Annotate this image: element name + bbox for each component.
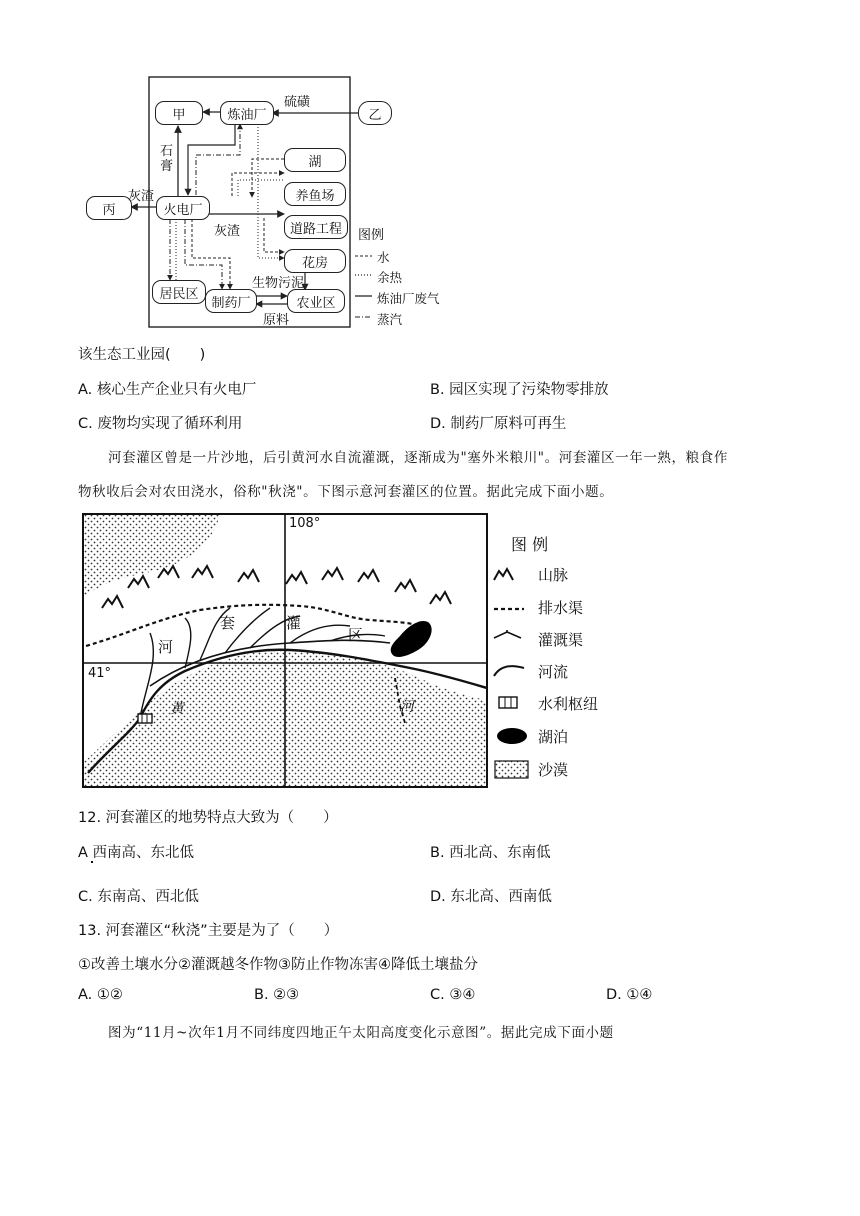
map-legend-river: 河流 xyxy=(538,663,569,681)
next-figure-intro: 图为“11月~次年1月不同纬度四地正午太阳高度变化示意图”。据此完成下面小题 xyxy=(108,1025,614,1041)
passage-line-1: 河套灌区曾是一片沙地，后引黄河水自流灌溉，逐渐成为"塞外米粮川"。河套灌区一年一熟，粮食作 xyxy=(108,450,728,466)
q12-option-a: A 西南高、东北低 xyxy=(78,845,195,861)
node-flower-house: 花房 xyxy=(284,249,346,273)
q12-stem: 12. 河套灌区的地势特点大致为（ ） xyxy=(78,810,338,826)
q12-option-c: C. 东南高、西北低 xyxy=(78,889,199,905)
map-legend-lake: 湖泊 xyxy=(538,728,569,746)
q13-option-a: A. ①② xyxy=(78,987,123,1003)
q12-option-a-dot xyxy=(91,861,93,863)
q11-option-b: B. 园区实现了污染物零排放 xyxy=(430,382,609,398)
q13-option-d: D. ①④ xyxy=(606,987,653,1003)
node-agriculture: 农业区 xyxy=(287,289,345,313)
q11-option-c: C. 废物均实现了循环利用 xyxy=(78,416,243,432)
node-bing: 丙 xyxy=(86,196,132,220)
map-legend-symbols xyxy=(494,569,528,778)
legend-water: 水 xyxy=(377,250,390,265)
map-river-huang: 黄 xyxy=(170,701,184,717)
node-road: 道路工程 xyxy=(284,215,348,239)
q13-option-c: C. ③④ xyxy=(430,987,476,1003)
map-legend-canal: 灌溉渠 xyxy=(538,631,584,649)
map-river-he: 河 xyxy=(400,699,414,715)
eco-park-diagram xyxy=(0,0,860,335)
map-place-tao: 套 xyxy=(220,614,236,632)
label-ash-2: 灰渣 xyxy=(214,224,241,239)
node-residential: 居民区 xyxy=(152,280,206,304)
legend-gas: 炼油厂废气 xyxy=(377,291,440,306)
q13-option-b: B. ②③ xyxy=(254,987,300,1003)
q11-option-d: D. 制药厂原料可再生 xyxy=(430,416,567,432)
map-legend-mountain: 山脉 xyxy=(538,566,569,584)
label-gypsum xyxy=(160,144,174,174)
map-graphics xyxy=(0,508,860,793)
passage-line-2: 物秋收后会对农田浇水，俗称"秋浇"。下图示意河套灌区的位置。据此完成下面小题。 xyxy=(78,484,614,500)
hetao-map xyxy=(0,508,860,793)
label-ash-1: 灰渣 xyxy=(128,189,155,204)
label-bio-sludge: 生物污泥 xyxy=(252,276,305,291)
map-longitude-label: 108° xyxy=(289,516,321,531)
q13-stem: 13. 河套灌区“秋浇”主要是为了（ ） xyxy=(78,923,339,939)
node-jia: 甲 xyxy=(155,101,203,125)
q11-stem: 该生态工业园( ) xyxy=(78,347,206,363)
node-refinery: 炼油厂 xyxy=(220,101,274,125)
node-fish-farm: 养鱼场 xyxy=(284,182,346,206)
node-pharma: 制药厂 xyxy=(205,289,257,313)
q12-option-d: D. 东北高、西南低 xyxy=(430,889,552,905)
map-place-he: 河 xyxy=(158,638,174,656)
node-yi: 乙 xyxy=(358,101,392,125)
label-sulfur: 硫磺 xyxy=(284,95,311,110)
node-lake: 湖 xyxy=(284,148,346,172)
q12-option-b: B. 西北高、东南低 xyxy=(430,845,551,861)
map-legend-title: 图 例 xyxy=(511,535,549,554)
label-gypsum-text: 石膏 xyxy=(160,144,174,174)
map-legend-drain: 排水渠 xyxy=(538,599,584,617)
map-place-guan: 灌 xyxy=(286,614,302,632)
legend-steam: 蒸汽 xyxy=(377,312,403,327)
q11-option-a: A. 核心生产企业只有火电厂 xyxy=(78,382,257,398)
diagram-legend-title: 图例 xyxy=(358,228,385,243)
map-latitude-label: 41° xyxy=(88,666,112,681)
map-legend-desert: 沙漠 xyxy=(538,761,569,779)
diagram-lines xyxy=(0,0,860,335)
legend-heat: 余热 xyxy=(377,270,403,285)
q13-statements: ①改善土壤水分②灌溉越冬作物③防止作物冻害④降低土壤盐分 xyxy=(78,957,478,973)
label-raw-material: 原料 xyxy=(263,313,290,328)
map-place-qu: 区 xyxy=(348,626,364,644)
map-legend-hub: 水利枢纽 xyxy=(538,695,599,713)
node-power-plant: 火电厂 xyxy=(156,196,210,220)
